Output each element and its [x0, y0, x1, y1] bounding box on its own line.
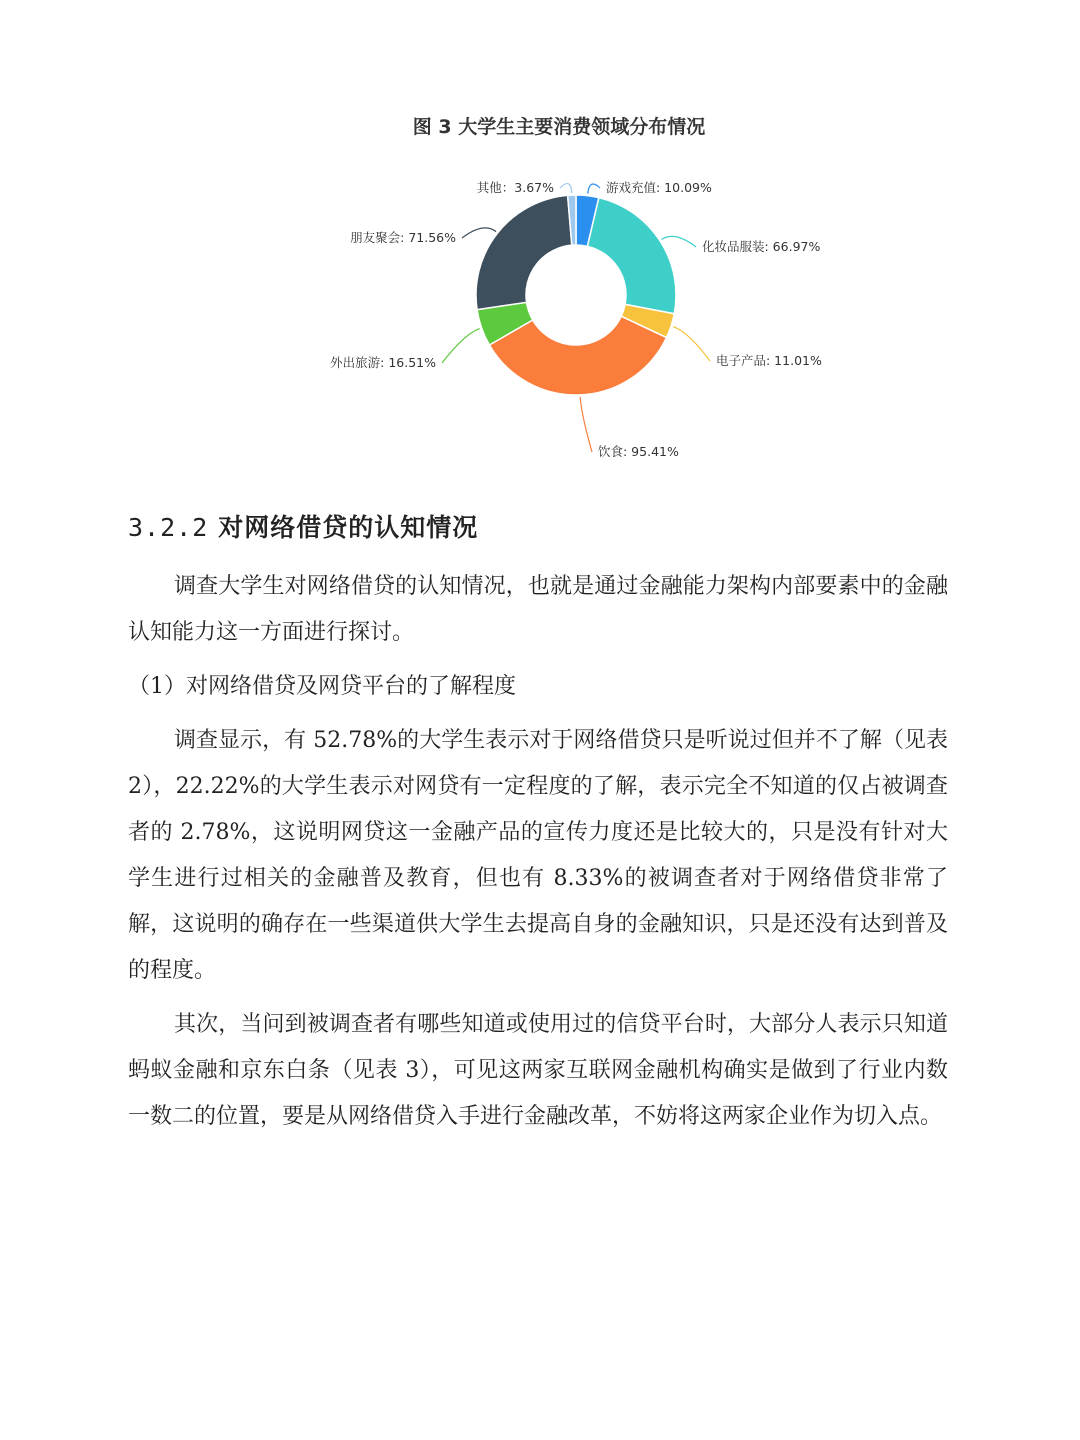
- subheading-awareness: （1）对网络借贷及网贷平台的了解程度: [128, 674, 516, 699]
- donut-chart: [300, 165, 860, 475]
- slice-label-4: 外出旅游: 16.51%: [330, 355, 436, 370]
- leader-line-3: [580, 397, 592, 452]
- leader-line-6: [560, 184, 572, 194]
- slice-label-5: 朋友聚会: 71.56%: [350, 230, 456, 245]
- slice-1: [587, 198, 676, 314]
- slice-label-0: 游戏充值: 10.09%: [606, 180, 712, 195]
- slice-label-2: 电子产品: 11.01%: [716, 353, 822, 368]
- leader-line-2: [673, 327, 710, 361]
- paragraph-platforms: 其次，当问到被调查者有哪些知道或使用过的信贷平台时，大部分人表示只知道蚂蚁金融和京东白条（见表 3），可见这两家互联网金融机构确实是做到了行业内数一数二的位置，要是从网络借贷入手进行金融改革，不妨将这两家企业作为切入点。: [128, 1012, 948, 1129]
- slice-5: [476, 195, 572, 309]
- leader-line-4: [442, 329, 480, 363]
- paragraph-survey-results: 调查显示，有 52.78%的大学生表示对于网络借贷只是听说过但并不了解（见表 2），22.22%的大学生表示对网贷有一定程度的了解，表示完全不知道的仅占被调查者的 2.78%，这说明网贷这一金融产品的宣传力度还是比较大的，只是没有针对大学生进行过相关的金融普及教育，但也有 8.33%的被调查者对于网络借贷非常了解，这说明的确存在一些渠道供大学生去提高自身的金融知识，只是还没有达到普及的程度。: [128, 728, 948, 983]
- leader-line-5: [462, 228, 496, 238]
- section-number: 3.2.2: [128, 513, 209, 542]
- slice-label-6: 其他：3.67%: [476, 180, 554, 195]
- leader-line-0: [588, 184, 600, 194]
- leader-line-1: [662, 236, 696, 247]
- figure-title: 图 3 大学生主要消费领域分布情况: [412, 116, 706, 138]
- paragraph-intro: 调查大学生对网络借贷的认知情况，也就是通过金融能力架构内部要素中的金融认知能力这一方面进行探讨。: [128, 574, 948, 645]
- section-heading: [128, 508, 478, 544]
- section-title: 对网络借贷的认知情况: [218, 513, 479, 542]
- slice-label-3: 饮食: 95.41%: [598, 444, 679, 459]
- slice-label-1: 化妆品服装: 66.97%: [702, 239, 821, 254]
